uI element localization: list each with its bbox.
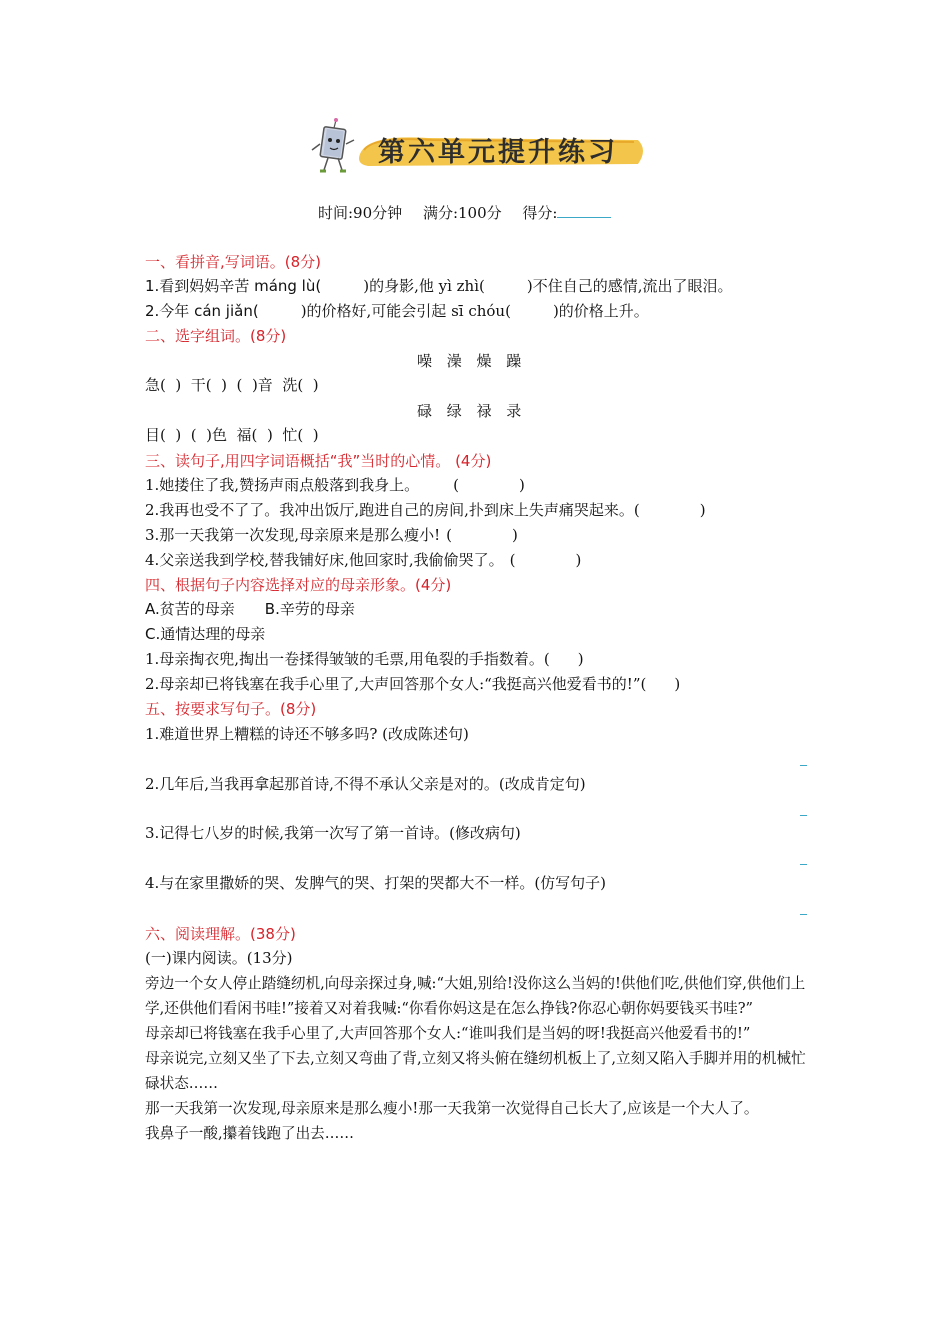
s2-line-2[interactable]: 目( ) ( )色 福( ) 忙( )	[145, 426, 319, 444]
s1-question-2: 2.今年 cán jiǎn( )的价格好,可能会引起 sī chóu( )的价格上升。	[145, 302, 649, 320]
section-5-heading: 五、按要求写句子。(8分)	[145, 700, 317, 718]
s5-answer-line-3[interactable]	[800, 864, 807, 865]
section-3-heading: 三、读句子,用四字词语概括“我”当时的心情。 (4分)	[145, 452, 492, 470]
reading-passage	[145, 971, 810, 1146]
time-label: 时间:90分钟	[318, 204, 403, 222]
s6-subheading: (一)课内阅读。(13分)	[145, 949, 293, 967]
book-mascot-icon	[308, 118, 358, 176]
s5-answer-line-4[interactable]	[800, 914, 807, 915]
passage-paragraph: 那一天我第一次发现,母亲原来是那么瘦小!那一天我第一次觉得自己长大了,应该是一个大人了。	[145, 1100, 759, 1117]
s4-options-ab: A.贫苦的母亲 B.辛劳的母亲	[145, 600, 355, 618]
s3-question-1: 1.她搂住了我,赞扬声雨点般落到我身上。 ( )	[145, 476, 525, 494]
s5-question-4: 4.与在家里撒娇的哭、发脾气的哭、打架的哭都大不一样。(仿写句子)	[145, 874, 607, 892]
s5-answer-line-2[interactable]	[800, 815, 807, 816]
s3-question-3: 3.那一天我第一次发现,母亲原来是那么瘦小! ( )	[145, 526, 518, 544]
s3-q4-answer[interactable]: ( )	[509, 551, 582, 569]
s3-q2-answer[interactable]: ( )	[633, 501, 706, 519]
exam-info	[318, 202, 627, 223]
s3-question-4: 4.父亲送我到学校,替我铺好床,他回家时,我偷偷哭了。 ( )	[145, 551, 582, 569]
s5-answer-line-1[interactable]	[800, 765, 807, 766]
passage-paragraph: 母亲说完,立刻又坐了下去,立刻又弯曲了背,立刻又将头俯在缝纫机板上了,立刻又陷入手脚并用的机械忙碌状态……	[145, 1050, 806, 1092]
section-4-heading: 四、根据句子内容选择对应的母亲形象。(4分)	[145, 576, 452, 594]
passage-paragraph: 母亲却已将钱塞在我手心里了,大声回答那个女人:“谁叫我们是当妈的呀!我挺高兴他爱看书的!”	[145, 1025, 751, 1042]
section-2-heading: 二、选字组词。(8分)	[145, 327, 287, 345]
s4-question-2: 2.母亲却已将钱塞在我手心里了,大声回答那个女人:“我挺高兴他爱看书的!”( )	[145, 675, 681, 693]
s3-q3-answer[interactable]: ( )	[446, 526, 518, 544]
s2-char-group-2: 碌 绿 禄 录	[417, 402, 522, 420]
s3-q1-answer[interactable]: ( )	[453, 476, 525, 494]
s3-question-2: 2.我再也受不了了。我冲出饭厅,跑进自己的房间,扑到床上失声痛哭起来。( )	[145, 501, 706, 519]
s1-question-1: 1.看到妈妈辛苦 máng lù( )的身影,他 yì zhì( )不住自己的感情,流出了眼泪。	[145, 277, 733, 295]
s2-line-1[interactable]: 急( ) 干( ) ( )音 洗( )	[145, 376, 319, 394]
full-score-label: 满分:100分	[422, 204, 502, 222]
s4-question-1: 1.母亲掏衣兜,掏出一卷揉得皱皱的毛票,用龟裂的手指数着。( )	[145, 650, 584, 668]
s5-question-1: 1.难道世界上糟糕的诗还不够多吗? (改成陈述句)	[145, 725, 469, 743]
score-blank[interactable]	[557, 203, 611, 218]
section-1-heading: 一、看拼音,写词语。(8分)	[145, 253, 322, 271]
s5-question-3: 3.记得七八岁的时候,我第一次写了第一首诗。(修改病句)	[145, 824, 521, 842]
s2-char-group-1: 噪 澡 燥 躁	[417, 352, 522, 370]
section-6-heading: 六、阅读理解。(38分)	[145, 925, 296, 943]
passage-paragraph: 旁边一个女人停止踏缝纫机,向母亲探过身,喊:“大姐,别给!没你这么当妈的!供他们吃,供他们穿,供他们上学,还供他们看闲书哇!”接着又对着我喊:“你看你妈这是在怎么挣钱?你忍心朝你妈要钱买书哇?”	[145, 975, 806, 1017]
score-label: 得分:	[522, 204, 558, 222]
passage-paragraph: 我鼻子一酸,攥着钱跑了出去……	[145, 1125, 354, 1142]
s5-question-2: 2.几年后,当我再拿起那首诗,不得不承认父亲是对的。(改成肯定句)	[145, 775, 586, 793]
page-title: 第六单元提升练习	[378, 137, 618, 168]
s4-option-c: C.通情达理的母亲	[145, 625, 266, 643]
